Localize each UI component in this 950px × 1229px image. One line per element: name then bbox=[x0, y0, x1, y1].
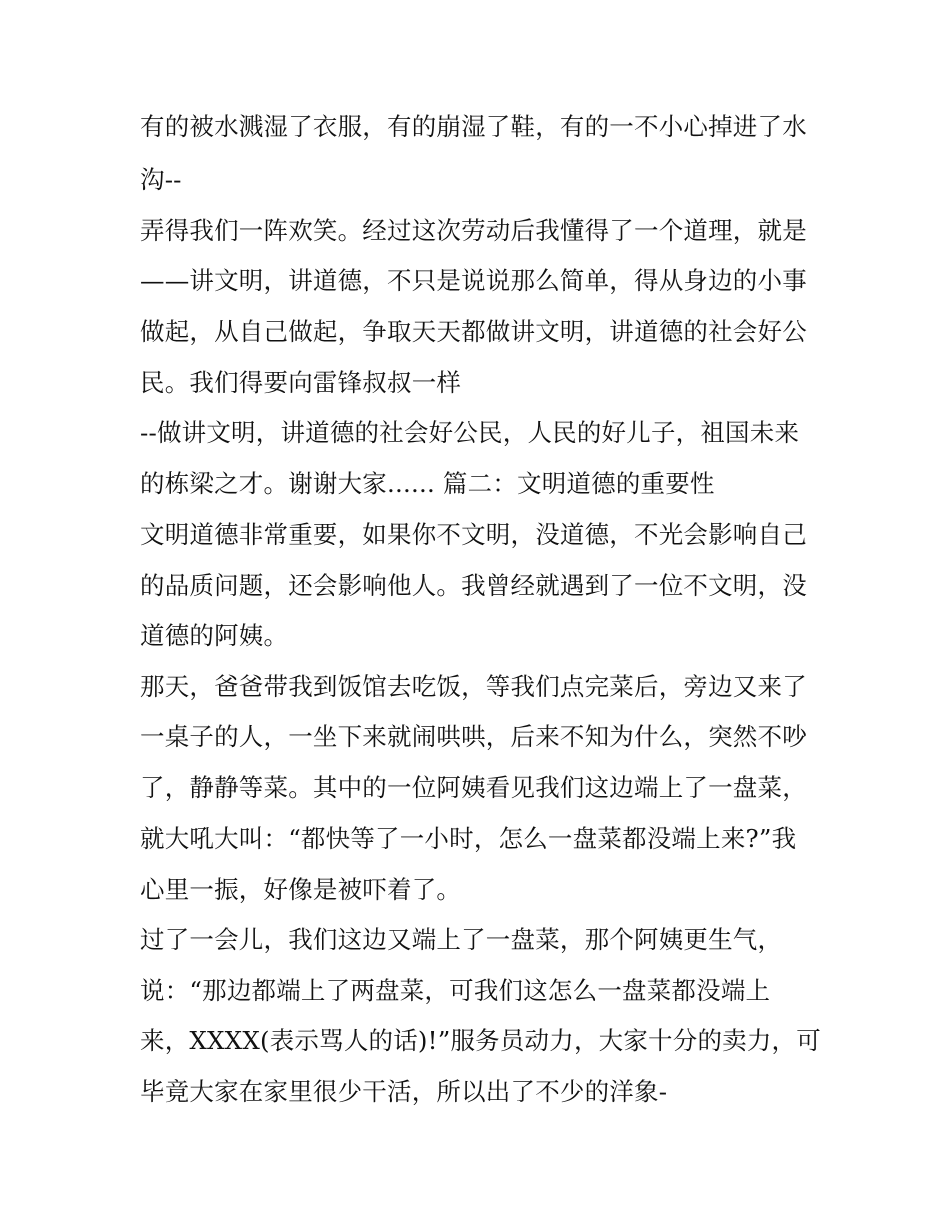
text-line: 的栋梁之才。谢谢大家...... 篇二：文明道德的重要性 bbox=[140, 469, 715, 498]
text-line: 心里一振，好像是被吓着了。 bbox=[140, 875, 462, 904]
text-line: 过了一会儿，我们这边又端上了一盘菜，那个阿姨更生气， bbox=[140, 925, 783, 954]
text-line: 一桌子的人，一坐下来就闹哄哄，后来不知为什么，突然不吵 bbox=[140, 722, 807, 751]
text-line: 说：“那边都端上了两盘菜，可我们这怎么一盘菜都没端上 bbox=[140, 976, 771, 1005]
text-line: 那天，爸爸带我到饭馆去吃饭，等我们点完菜后，旁边又来了 bbox=[140, 672, 807, 701]
text-line: 沟-- bbox=[140, 165, 182, 194]
text-line: 弄得我们一阵欢笑。经过这次劳动后我懂得了一个道理，就是 bbox=[140, 216, 807, 245]
text-line: 来，XXXX(表示骂人的话)!”服务员动力，大家十分的卖力，可 bbox=[140, 1026, 821, 1055]
text-line: ——讲文明，讲道德，不只是说说那么简单，得从身边的小事 bbox=[140, 266, 807, 295]
text-line: 有的被水溅湿了衣服，有的崩湿了鞋，有的一不小心掉进了水 bbox=[140, 112, 807, 141]
text-line: 了，静静等菜。其中的一位阿姨看见我们这边端上了一盘菜， bbox=[140, 773, 807, 802]
text-line: 毕竟大家在家里很少干活，所以出了不少的洋象- bbox=[140, 1077, 668, 1106]
text-line: 就大吼大叫：“都快等了一小时，怎么一盘菜都没端上来?”我 bbox=[140, 824, 797, 853]
text-line: 做起，从自己做起，争取天天都做讲文明，讲道德的社会好公 bbox=[140, 317, 807, 346]
text-line: 的品质问题，还会影响他人。我曾经就遇到了一位不文明，没 bbox=[140, 571, 807, 600]
text-line: 文明道德非常重要，如果你不文明，没道德，不光会影响自己 bbox=[140, 520, 807, 549]
text-line: --做讲文明，讲道德的社会好公民，人民的好儿子，祖国未来 bbox=[140, 418, 800, 447]
text-line: 民。我们得要向雷锋叔叔一样 bbox=[140, 368, 462, 397]
text-line: 道德的阿姨。 bbox=[140, 621, 289, 650]
